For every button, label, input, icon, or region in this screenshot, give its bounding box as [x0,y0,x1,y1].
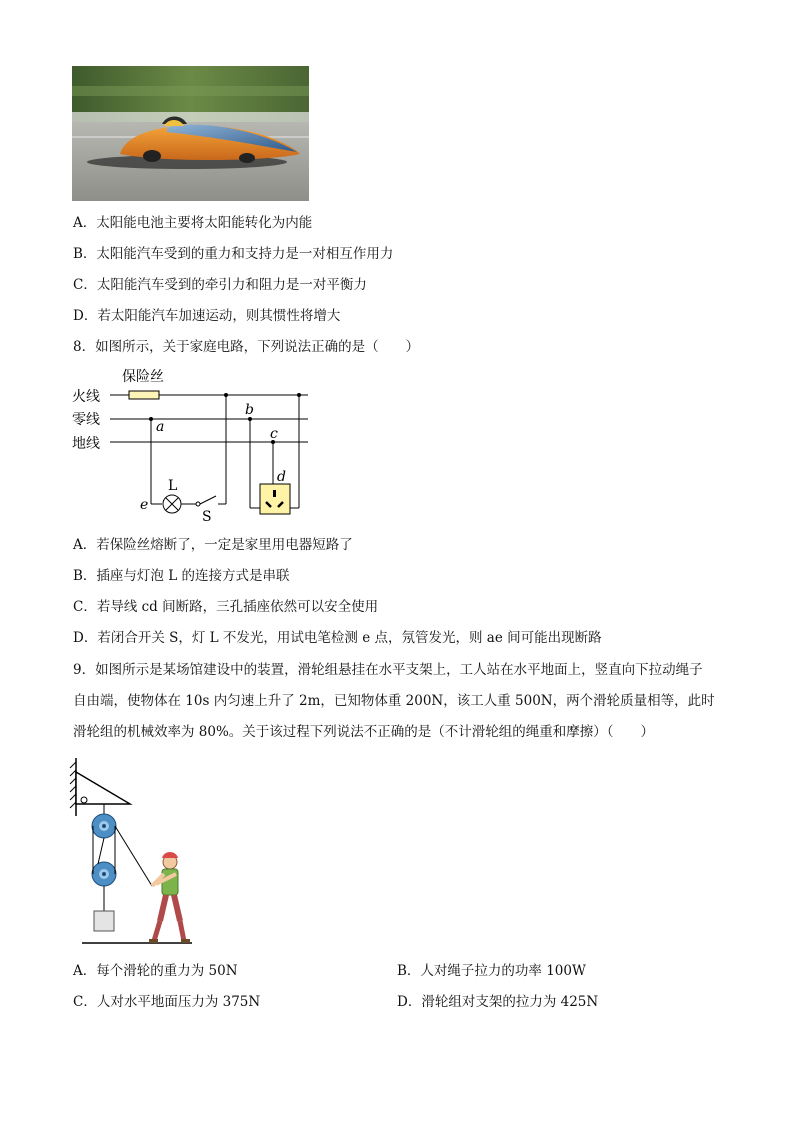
household-circuit-diagram [70,366,315,526]
q8-stem: 8．如图所示，关于家庭电路，下列说法正确的是（ ） [73,339,420,355]
live-wire-label: 火线 [72,389,100,405]
weight-block [94,911,114,931]
pulley-system-diagram [68,756,198,948]
q7-option-d: D．若太阳能汽车加速运动，则其惯性将增大 [73,308,341,324]
q9-stem-line-3: 滑轮组的机械效率为 80%。关于该过程下列说法不正确的是（不计滑轮组的绳重和摩擦）（ ） [73,724,655,740]
ground-wire-label: 地线 [72,436,100,452]
q7-option-a: A．太阳能电池主要将太阳能转化为内能 [73,215,313,231]
rope-free-end [115,826,152,886]
fuse-label: 保险丝 [122,369,164,385]
switch-symbol [200,496,216,504]
q8-option-c: C．若导线 cd 间断路，三孔插座依然可以安全使用 [73,599,379,615]
point-a-label: a [156,419,165,435]
q8-option-b: B．插座与灯泡 L 的连接方式是串联 [73,568,290,584]
switch-label: S [202,509,212,525]
q9-stem-line-2: 自由端，使物体在 10s 内匀速上升了 2m，已知物体重 200N，该工人重 500N，两个滑轮质量相等，此时 [73,693,715,709]
fuse-symbol [129,391,159,399]
q7-option-b: B．太阳能汽车受到的重力和支持力是一对相互作用力 [73,246,394,262]
worker-figure [149,852,190,943]
point-b-label: b [245,402,254,418]
neutral-wire-label: 零线 [72,412,100,428]
q9-option-d: D．滑轮组对支架的拉力为 425N [397,994,599,1010]
q8-option-a: A．若保险丝熔断了，一定是家里用电器短路了 [73,537,353,553]
solar-car-photo [72,66,309,201]
solar-car-illustration [72,66,309,201]
point-e-label: e [140,497,149,513]
q9-stem-line-1: 9．如图所示是某场馆建设中的装置，滑轮组悬挂在水平支架上，工人站在水平地面上，竖直向下拉动绳子 [73,662,703,678]
three-hole-socket [260,484,290,514]
point-d-label: d [277,469,286,485]
q9-option-c: C．人对水平地面压力为 375N [73,994,261,1010]
q9-option-b: B．人对绳子拉力的功率 100W [397,963,586,979]
lamp-label: L [168,478,178,494]
q9-option-a: A．每个滑轮的重力为 50N [73,963,238,979]
q7-option-c: C．太阳能汽车受到的牵引力和阻力是一对平衡力 [73,277,367,293]
q8-option-d: D．若闭合开关 S，灯 L 不发光，用试电笔检测 e 点，氖管发光，则 ae 间可能出现断路 [73,630,602,646]
point-c-label: c [270,426,278,442]
